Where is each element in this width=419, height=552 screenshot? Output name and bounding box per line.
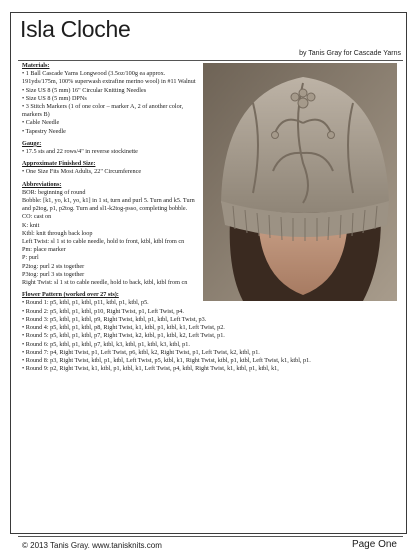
footer-page-number: Page One	[351, 539, 397, 550]
round-line: • Round 8: p3, Right Twist, ktbl, p1, ktbl, Left Twist, p5, ktbl, k1, Right Twist, ktbl, p1, ktbl, Left Twist, k1, ktbl, p1.	[22, 356, 311, 364]
round-line: • Round 3: p5, ktbl, p1, ktbl, p9, Right Twist, ktbl, p1, ktbl, Left Twist, p3.	[22, 315, 207, 323]
round-line: • Round 9: p2, Right Twist, k1, ktbl, p1, ktbl, k1, Left Twist, p4, ktbl, Right Twist, k1, ktbl, p1, ktbl, k1,	[22, 365, 279, 373]
materials-item: • Size US 8 (5 mm) DPNs	[22, 94, 87, 102]
abbreviation-item: P2tog: purl 2 sts together	[22, 262, 85, 270]
materials-item: • Size US 8 (5 mm) 16" Circular Knitting Needles	[22, 86, 147, 94]
abbreviation-item: K: knit	[22, 221, 40, 229]
abbreviation-item: Bobble: [k1, yo, k1, yo, k1] in 1 st, turn and purl 5. Turn and k5. Turn and p2tog, p1, p2tog. Turn and sl1-k2tog-psso, completing bobble.	[22, 197, 195, 213]
materials-item: • 3 Stitch Markers (1 of one color – marker A, 2 of another color, markers B)	[22, 103, 184, 119]
abbreviation-item: Pm: place marker	[22, 246, 66, 254]
materials-item: • 1 Ball Cascade Yarns Longwood (3.5oz/100g ea approx. 191yds/175m, 100% superwash extrafine merino wool) in #11 Walnut	[22, 70, 196, 86]
footer-rule	[18, 536, 403, 537]
abbreviations-heading: Abbreviations:	[22, 180, 62, 188]
abbreviation-item: P3tog: purl 3 sts together	[22, 270, 85, 278]
pattern-text	[22, 62, 400, 373]
round-line: • Round 7: p4, Right Twist, p1, Left Twist, p6, ktbl, k2, Right Twist, p1, Left Twist, k2, ktbl, p1.	[22, 348, 260, 356]
materials-section	[22, 62, 202, 136]
gauge-section	[22, 140, 202, 156]
round-line: • Round 5: p5, ktbl, p1, ktbl, p7, Right Twist, k2, ktbl, p1, ktbl, k2, Left Twist, p1.	[22, 332, 225, 340]
abbreviation-item: CO: cast on	[22, 213, 52, 221]
footer-copyright: © 2013 Tanis Gray. www.tanisknits.com	[22, 541, 162, 550]
gauge-heading: Gauge:	[22, 139, 42, 147]
round-line: • Round 2: p5, ktbl, p1, ktbl, p10, Right Twist, p1, Left Twist, p4.	[22, 307, 184, 315]
byline: by Tanis Gray for Cascade Yarns	[299, 50, 401, 57]
abbreviation-item: BOR: beginning of round	[22, 188, 86, 196]
size-section	[22, 160, 202, 176]
gauge-item: • 17.5 sts and 22 rows/4" in reverse stockinette	[22, 148, 138, 156]
header-rule	[18, 60, 403, 61]
round-line: • Round 1: p5, ktbl, p1, ktbl, p11, ktbl, p1, ktbl, p5.	[22, 299, 149, 307]
abbreviation-item: Ktbl: knit through back loop	[22, 229, 93, 237]
flower-heading: Flower Pattern (worked over 27 sts):	[22, 291, 119, 299]
materials-heading: Materials:	[22, 62, 50, 69]
page-title: Isla Cloche	[20, 16, 131, 42]
size-heading: Approximate Finished Size:	[22, 160, 96, 168]
round-line: • Round 6: p5, ktbl, p1, ktbl, p7, ktbl, k3, ktbl, p1, ktbl, k3, ktbl, p1.	[22, 340, 190, 348]
materials-item: • Cable Needle	[22, 119, 60, 127]
abbreviation-item: Left Twist: sl 1 st to cable needle, hold to front, ktbl, ktbl from cn	[22, 238, 185, 246]
round-line: • Round 4: p5, ktbl, p1, ktbl, p8, Right Twist, k1, ktbl, p1, ktbl, k1, Left Twist, p2.	[22, 324, 225, 332]
flower-pattern-section	[22, 291, 394, 373]
materials-item: • Tapestry Needle	[22, 127, 66, 135]
size-item: • One Size Fits Most Adults, 22" Circumference	[22, 168, 142, 176]
abbreviations-section	[22, 181, 400, 288]
abbreviation-item: Right Twist: sl 1 st to cable needle, hold to back, ktbl, ktbl from cn	[22, 279, 188, 287]
abbreviation-item: P: purl	[22, 254, 39, 262]
